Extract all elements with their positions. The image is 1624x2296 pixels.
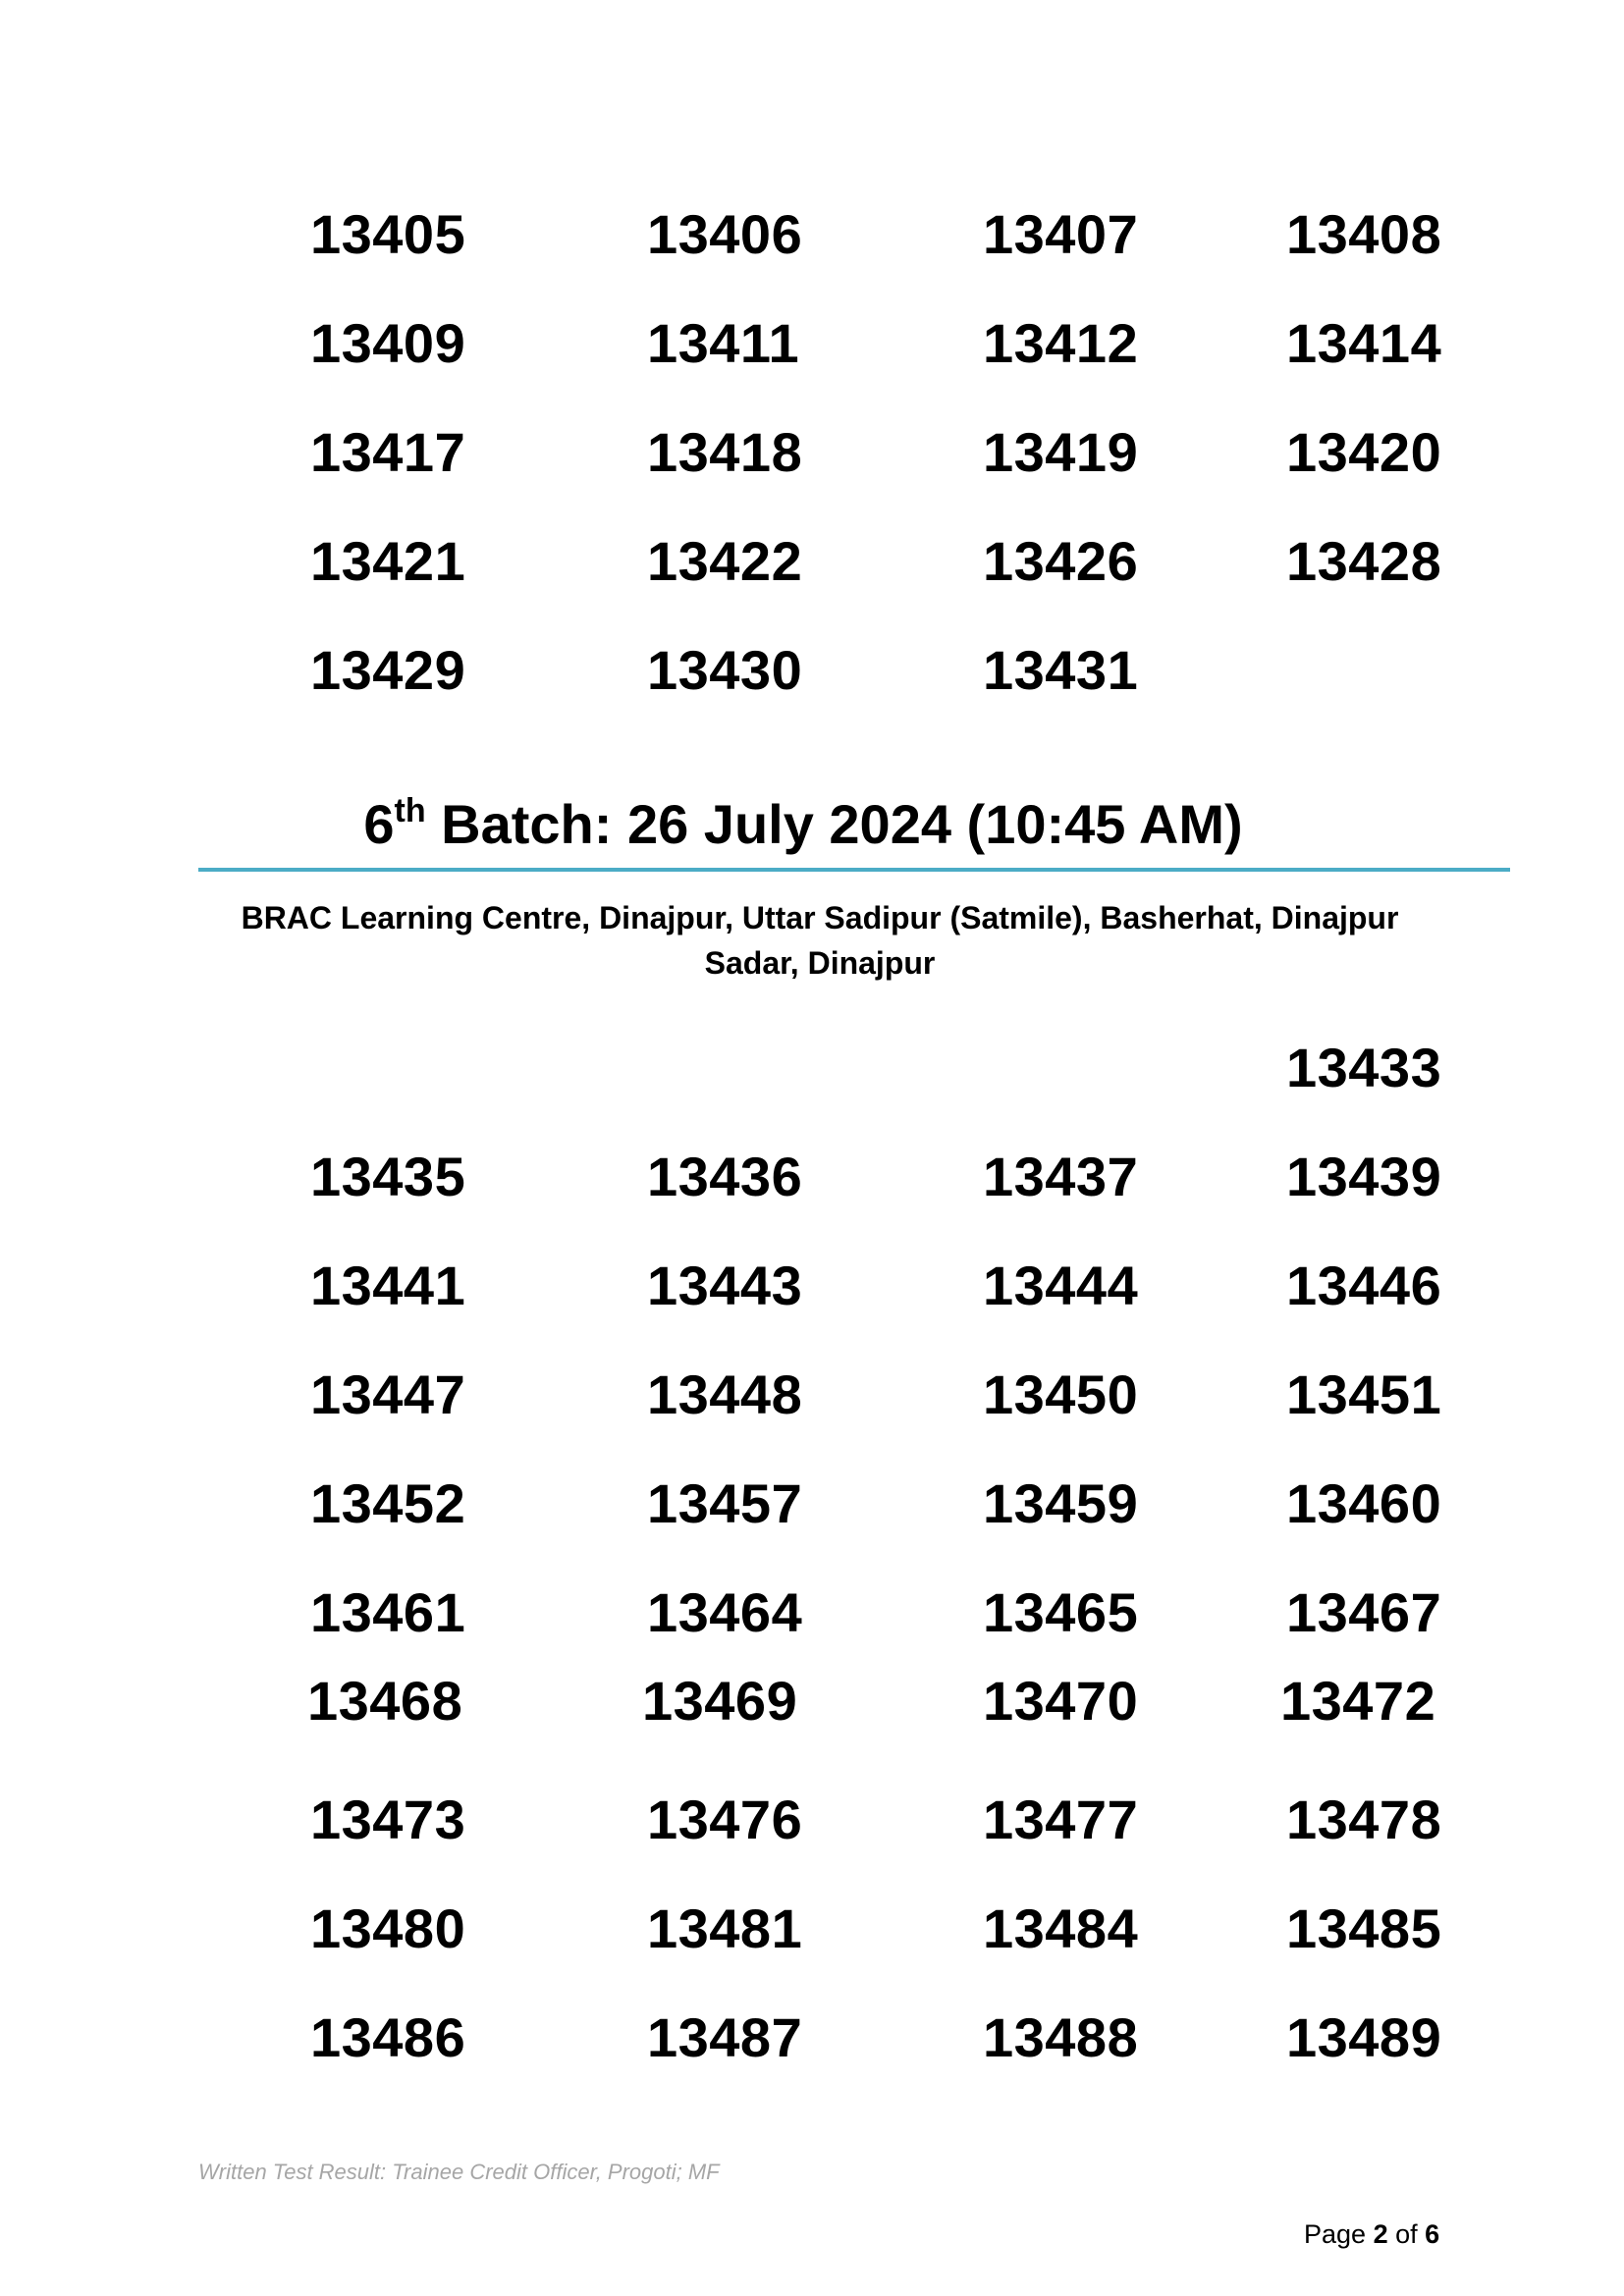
roll-number: 13464: [647, 1581, 803, 1643]
roll-number: 13480: [310, 1897, 466, 1959]
roll-number: 13473: [310, 1789, 466, 1850]
page-middle: of: [1387, 2219, 1426, 2249]
roll-number: 13481: [647, 1897, 803, 1959]
roll-number: 13468: [307, 1670, 463, 1732]
roll-number: 13461: [310, 1581, 466, 1643]
page-number: [1304, 2219, 1439, 2250]
roll-number: 13487: [647, 2006, 803, 2068]
roll-number: 13485: [1286, 1897, 1442, 1959]
roll-number: 13477: [983, 1789, 1139, 1850]
roll-number: 13452: [310, 1472, 466, 1534]
roll-number: 13450: [983, 1363, 1139, 1425]
roll-number: 13435: [310, 1146, 466, 1207]
roll-number: 13469: [642, 1670, 798, 1732]
footer-note: Written Test Result: Trainee Credit Officer, Progoti; MF: [198, 2160, 720, 2184]
roll-number: 13431: [983, 639, 1139, 701]
page-current: 2: [1373, 2219, 1388, 2249]
batch-venue: BRAC Learning Centre, Dinajpur, Uttar Sadipur (Satmile), Basherhat, Dinajpur Sadar, Dinajpur: [241, 900, 1399, 981]
roll-number: 13489: [1286, 2006, 1442, 2068]
roll-number: 13433: [1286, 1037, 1442, 1098]
roll-number: 13446: [1286, 1255, 1442, 1316]
roll-number: 13488: [983, 2006, 1139, 2068]
roll-number: 13412: [983, 312, 1139, 374]
roll-number: 13467: [1286, 1581, 1442, 1643]
page-prefix: Page: [1304, 2219, 1374, 2249]
roll-number: 13408: [1286, 203, 1442, 265]
roll-number: 13476: [647, 1789, 803, 1850]
roll-number: 13441: [310, 1255, 466, 1316]
batch-ordinal-number: 6: [363, 793, 395, 855]
roll-number: 13417: [310, 421, 466, 483]
batch-ordinal-suffix: th: [394, 792, 426, 829]
roll-number: 13419: [983, 421, 1139, 483]
roll-number: 13407: [983, 203, 1139, 265]
roll-number: 13409: [310, 312, 466, 374]
roll-number: 13457: [647, 1472, 803, 1534]
roll-number: 13486: [310, 2006, 466, 2068]
roll-number: 13418: [647, 421, 803, 483]
roll-number: 13472: [1280, 1670, 1436, 1732]
roll-number: 13459: [983, 1472, 1139, 1534]
roll-number: 13478: [1286, 1789, 1442, 1850]
roll-number: 13460: [1286, 1472, 1442, 1534]
roll-number: 13439: [1286, 1146, 1442, 1207]
roll-number: 13430: [647, 639, 803, 701]
roll-number: 13447: [310, 1363, 466, 1425]
roll-number: 13448: [647, 1363, 803, 1425]
roll-number: 13437: [983, 1146, 1139, 1207]
roll-number: 13421: [310, 530, 466, 592]
roll-number: 13422: [647, 530, 803, 592]
batch-heading: [0, 792, 1624, 855]
roll-number: 13429: [310, 639, 466, 701]
roll-number: 13406: [647, 203, 803, 265]
batch-title: Batch: 26 July 2024 (10:45 AM): [425, 793, 1243, 855]
heading-divider: [198, 868, 1510, 872]
roll-number: 13436: [647, 1146, 803, 1207]
page-total: 6: [1425, 2219, 1440, 2249]
roll-number: 13451: [1286, 1363, 1442, 1425]
roll-number: 13444: [983, 1255, 1139, 1316]
roll-number: 13426: [983, 530, 1139, 592]
roll-number: 13405: [310, 203, 466, 265]
roll-number: 13443: [647, 1255, 803, 1316]
roll-number: 13465: [983, 1581, 1139, 1643]
roll-number: 13470: [983, 1670, 1139, 1732]
roll-number: 13420: [1286, 421, 1442, 483]
roll-number: 13414: [1286, 312, 1442, 374]
roll-number: 13411: [647, 312, 800, 374]
roll-number: 13428: [1286, 530, 1442, 592]
roll-number: 13484: [983, 1897, 1139, 1959]
